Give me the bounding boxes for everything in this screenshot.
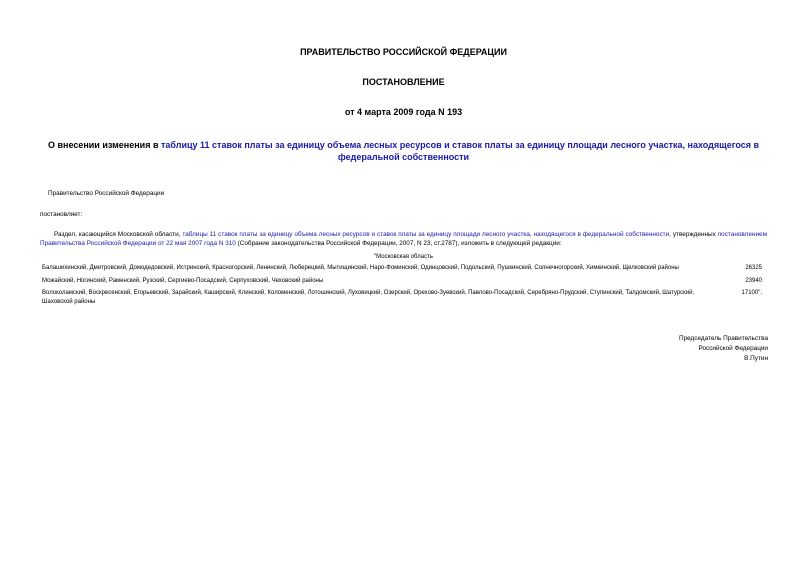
- p1-decree-link[interactable]: постановлением Правительства Российской Федерации от 22 мая 2007 года N 310: [40, 231, 767, 247]
- table-row-names: Волоколамский, Воскресенский, Егорьевский, Зарайский, Каширский, Клинский, Коломенский, Лотошинский, Луховицкий, Озерский, Орехово-Зуевский, Павлово-Посадский, Серебряно-Прудский, Ступинский, Талдомский, Шатурский, Шаховской районы: [42, 290, 695, 305]
- p1-text-c: (Собрание законодательства Российской Федерации, 2007, N 23, ст.2787), изложить в следующей редакции:: [235, 240, 562, 247]
- document-title: [40, 139, 767, 163]
- title-link[interactable]: таблицу 11 ставок платы за единицу объема лесных ресурсов и ставок платы за единицу площади лесного участка, находящегося в федеральной собственности: [160, 140, 760, 162]
- table-row-names: Балашихинский, Дмитровский, Домодедовский, Истринский, Красногорский, Ленинский, Люберецкий, Мытищинский, Наро-Фоминский, Одинцовский, Подольский, Пушкинский, Солнечногорский, Химкинский, Щелковский районы: [42, 265, 679, 271]
- signature-title-line2: Российской Федерации: [698, 345, 768, 352]
- table-row: [42, 277, 766, 286]
- signature-title-line1: Председатель Правительства: [679, 335, 768, 342]
- decrees-line: постановляет:: [40, 211, 83, 218]
- p1-text-b: , утвержденных: [669, 231, 718, 238]
- government-heading: ПРАВИТЕЛЬСТВО РОССИЙСКОЙ ФЕДЕРАЦИИ: [300, 47, 507, 57]
- region-caption: "Московская область: [374, 254, 433, 260]
- signature-block: [679, 334, 768, 364]
- date-number-heading: от 4 марта 2009 года N 193: [344, 107, 463, 117]
- table-row: [42, 264, 766, 273]
- p1-table-link[interactable]: таблицы 11 ставок платы за единицу объема лесных ресурсов и ставок платы за единицу площади лесного участка, находящегося в федеральной собственности: [182, 231, 670, 238]
- table-row: [42, 289, 766, 306]
- doc-type-heading: ПОСТАНОВЛЕНИЕ: [362, 77, 445, 87]
- p1-text-a: Раздел, касающийся Московской области,: [54, 231, 183, 238]
- government-line: Правительство Российской Федерации: [48, 190, 165, 197]
- table-row-value: 23940: [745, 277, 762, 284]
- table-row-value: 26325: [745, 265, 762, 271]
- table-row-value: 17100".: [741, 290, 762, 296]
- title-prefix: О внесении изменения в: [47, 140, 161, 150]
- signature-name: В.Путин: [744, 355, 768, 362]
- table-row-names: Можайский, Ногинский, Раменский, Рузский, Сергиево-Посадский, Серпуховский, Чеховский районы: [42, 277, 324, 284]
- rates-table: [42, 264, 766, 306]
- main-paragraph: [40, 230, 767, 248]
